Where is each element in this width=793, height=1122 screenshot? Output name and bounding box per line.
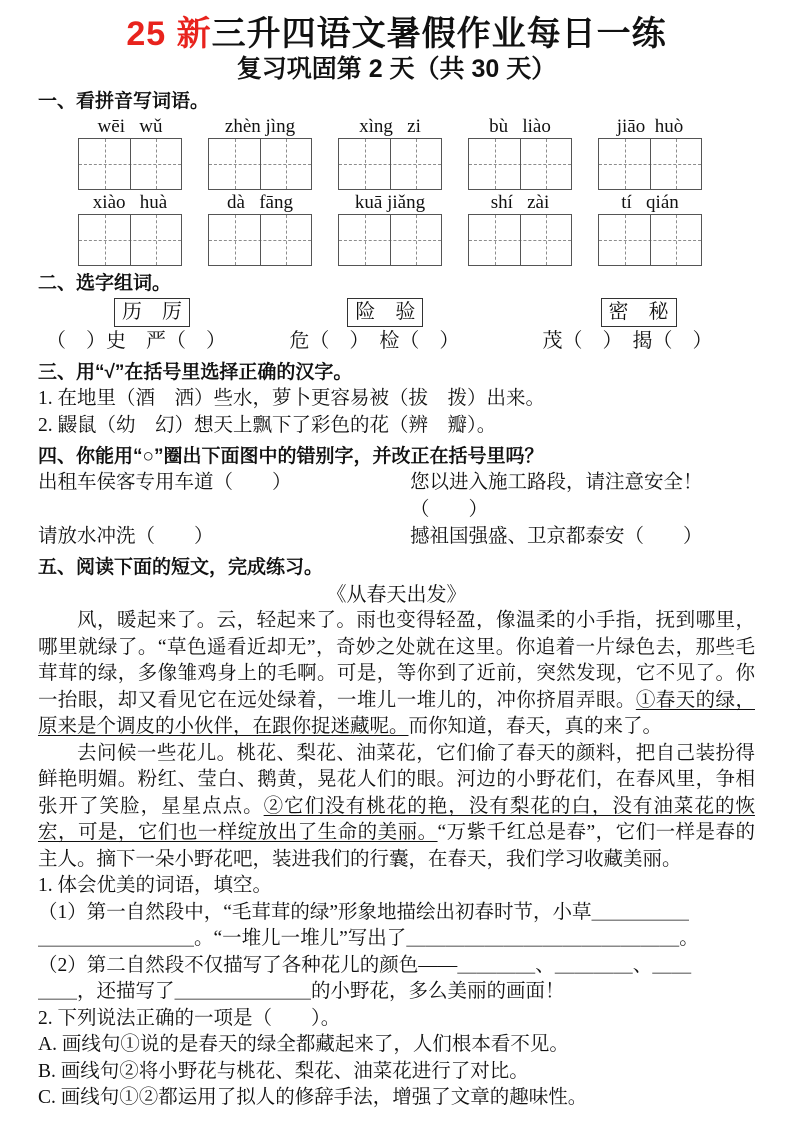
pinyin-label: zhèn jìng (224, 116, 296, 137)
question1-item2-line2: ＿＿，还描写了＿＿＿＿＿＿＿的小野花，多么美丽的画面！ (38, 981, 565, 1002)
grid-line (676, 139, 677, 189)
typo-phrase: 您以进入施工路段，请注意安全！（ ） (410, 472, 703, 520)
grid-line (495, 139, 496, 189)
section4-heading: 四、你能用“○”圈出下面图中的错别字，并改正在括号里吗？ (38, 446, 544, 467)
passage-paragraph-2 (38, 741, 755, 874)
pinyin-word (78, 116, 182, 190)
grid-line (235, 139, 236, 189)
typo-row-2 (38, 523, 755, 550)
section3-item-2: 2. 鼹鼠（幼 幻）想天上飘下了彩色的花（辨 瓣）。 (38, 415, 497, 436)
choice-character-box: 险 验 (347, 298, 423, 327)
question1-stem: 1. 体会优美的词语，填空。 (38, 875, 273, 896)
grid-line (105, 139, 106, 189)
answer-grid-box (208, 214, 312, 266)
pinyin-word (598, 192, 702, 266)
choose-group (46, 298, 289, 355)
pinyin-word (338, 116, 442, 190)
answer-grid-box (598, 138, 702, 190)
pinyin-label: dà fāng (227, 192, 293, 213)
page-subtitle: 复习巩固第 2 天（共 30 天） (236, 55, 557, 83)
pinyin-word (468, 116, 572, 190)
grid-line (625, 215, 626, 265)
grid-line (676, 215, 677, 265)
grid-line (365, 139, 366, 189)
grid-line (286, 215, 287, 265)
question2-option-a: A. 画线句①说的是春天的绿全都藏起来了，人们根本看不见。 (38, 1034, 569, 1055)
grid-line (156, 215, 157, 265)
pinyin-label: wēi wǔ (97, 116, 163, 137)
grid-line (495, 215, 496, 265)
choice-answer-line: 危（ ） 检（ ） (289, 330, 460, 352)
typo-phrase: 请放水冲洗（ ） (38, 526, 214, 547)
choice-box-line (289, 298, 542, 328)
choice-answer-line: （ ）史 严（ ） (46, 330, 226, 352)
pinyin-word (208, 116, 312, 190)
question2-option-b: B. 画线句②将小野花与桃花、梨花、油菜花进行了对比。 (38, 1060, 529, 1082)
pinyin-word (78, 192, 182, 266)
question1-item2-line1: （2）第二自然段不仅描写了各种花儿的颜色——＿＿＿＿、＿＿＿＿、＿＿ (38, 954, 692, 976)
page-title (38, 14, 755, 54)
paragraph-text: 风，暖起来了。云，轻起来了。雨也变得轻盈，像温柔的小手指，抚到哪里，哪里就绿了。“草色遥看近却无”，奇妙之处就在这里。你追着一片绿色去，那些毛茸茸的绿，多像雏鸡身上的毛啊。可是，等你到了近前，突然发现，它不见了。你一抬眼，却又看见它在远处绿着，一堆儿一堆儿的，冲你挤眉弄眼。 (38, 610, 755, 711)
answer-grid-box (78, 138, 182, 190)
section3-heading: 三、用“√”在括号里选择正确的汉字。 (38, 362, 353, 383)
answer-grid-box (598, 214, 702, 266)
grid-line (416, 215, 417, 265)
pinyin-label: shí zài (490, 192, 550, 213)
section3-item-1: 1. 在地里（酒 洒）些水，萝卜更容易被（拔 拨）出来。 (38, 388, 546, 409)
pinyin-word (598, 116, 702, 190)
choose-group (543, 298, 756, 355)
choice-box-line (543, 298, 756, 328)
choose-character-row (46, 298, 755, 355)
choice-box-line (46, 298, 289, 328)
pinyin-word (338, 192, 442, 266)
question1-item1-line2: ＿＿＿＿＿＿＿＿。“一堆儿一堆儿”写出了＿＿＿＿＿＿＿＿＿＿＿＿＿＿。 (38, 928, 699, 949)
pinyin-label: bù liào (489, 116, 551, 137)
page-title-red-part: 25 新 (126, 15, 212, 53)
paragraph-text: 去问候一些花儿。桃花、梨花、油菜花，它们偷了春天的颜料，把自己装扮得鲜艳明媚。粉红、莹白、鹅黄，晃花人们的眼。河边的小野花们，在春风里，争相张开了笑脸，星星点点。 (38, 742, 755, 817)
typo-phrase: 撼祖国强盛、卫京都泰安（ ） (410, 526, 703, 547)
grid-line (546, 215, 547, 265)
grid-line (286, 139, 287, 189)
pinyin-label: jiāo huò (616, 116, 684, 137)
answer-grid-box (468, 138, 572, 190)
pinyin-row-1 (78, 116, 755, 190)
answer-grid-box (208, 138, 312, 190)
answer-grid-box (78, 214, 182, 266)
pinyin-label: tí qián (621, 192, 679, 213)
pinyin-word (468, 192, 572, 266)
grid-line (156, 139, 157, 189)
pinyin-label: xiào huà (92, 192, 168, 213)
choice-character-box: 历 厉 (114, 298, 190, 327)
answer-grid-box (338, 214, 442, 266)
passage-title: 《从春天出发》 (326, 584, 467, 606)
section1-heading: 一、看拼音写词语。 (38, 91, 210, 112)
question2-option-c: C. 画线句①②都运用了拟人的修辞手法，增强了文章的趣味性。 (38, 1087, 588, 1108)
choice-character-box: 密 秘 (601, 298, 677, 327)
choose-group (289, 298, 542, 355)
grid-line (365, 215, 366, 265)
grid-line (235, 215, 236, 265)
underlined-sentence-2: ②它们没有桃花的艳，没有梨花的白，没有油菜花的恢宏，可是，它们也一样绽放出了生命的美丽。 (38, 795, 755, 843)
section5-heading: 五、阅读下面的短文，完成练习。 (38, 557, 324, 578)
pinyin-word (208, 192, 312, 266)
paragraph-text: 而你知道，春天，真的来了。 (408, 716, 663, 737)
grid-line (105, 215, 106, 265)
typo-phrase: 出租车侯客专用车道（ ） (38, 472, 292, 493)
question2-stem: 2. 下列说法正确的一项是（ ）。 (38, 1007, 341, 1029)
choice-answer-line: 茂（ ） 揭（ ） (542, 330, 713, 352)
answer-grid-box (338, 138, 442, 190)
answer-grid-box (468, 214, 572, 266)
grid-line (546, 139, 547, 189)
grid-line (625, 139, 626, 189)
pinyin-label: kuā jiǎng (354, 192, 426, 213)
pinyin-label: xìng zi (359, 116, 421, 137)
pinyin-row-2 (78, 192, 755, 266)
paragraph-text: “万紫千红总是春”，它们一样是春的主人。摘下一朵小野花吧，装进我们的行囊，在春天，我们学习收藏美丽。 (38, 822, 755, 870)
underlined-sentence-1: ①春天的绿，原来是个调皮的小伙伴，在跟你捉迷藏呢。 (38, 689, 755, 737)
question1-item1-line1: （1）第一自然段中，“毛茸茸的绿”形象地描绘出初春时节，小草＿＿＿＿＿ (38, 901, 690, 923)
typo-row-1 (38, 469, 755, 523)
passage-paragraph-1 (38, 608, 755, 741)
section2-heading: 二、选字组词。 (38, 273, 172, 294)
grid-line (416, 139, 417, 189)
page-title-black-part: 三升四语文暑假作业每日一练 (211, 15, 667, 53)
